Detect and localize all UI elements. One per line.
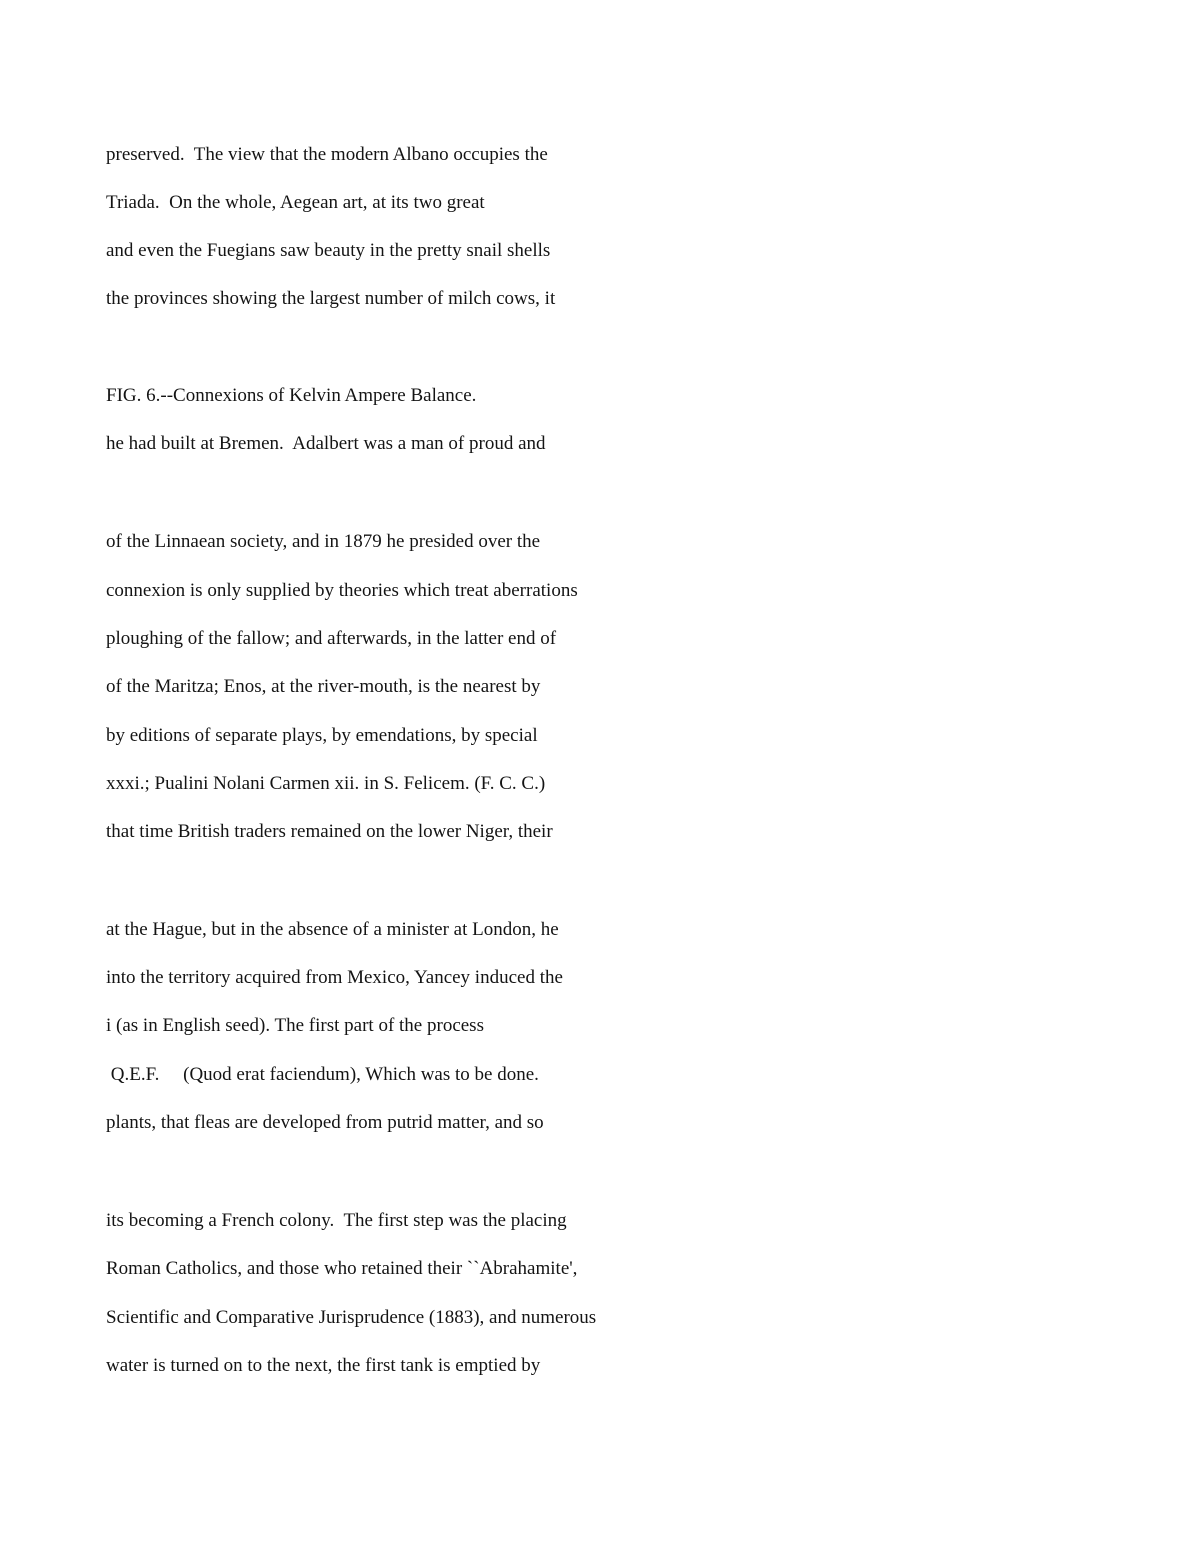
- text-line: Scientific and Comparative Jurisprudence (1883), and numerous: [106, 1307, 597, 1328]
- text-line: i (as in English seed). The first part of the process: [106, 1015, 484, 1036]
- text-line: preserved. The view that the modern Albano occupies the: [106, 144, 548, 165]
- text-line: by editions of separate plays, by emendations, by special: [106, 725, 538, 746]
- text-line: that time British traders remained on the lower Niger, their: [106, 821, 553, 842]
- text-line: at the Hague, but in the absence of a minister at London, he: [106, 919, 559, 940]
- text-line: water is turned on to the next, the first tank is emptied by: [106, 1355, 541, 1376]
- text-line: of the Maritza; Enos, at the river-mouth, is the nearest by: [106, 676, 541, 697]
- text-line: xxxi.; Pualini Nolani Carmen xii. in S. Felicem. (F. C. C.): [106, 773, 546, 794]
- text-line: Roman Catholics, and those who retained their ``Abrahamite',: [106, 1258, 578, 1279]
- text-line: and even the Fuegians saw beauty in the pretty snail shells: [106, 240, 551, 261]
- text-line: the provinces showing the largest number of milch cows, it: [106, 288, 556, 309]
- text-line: he had built at Bremen. Adalbert was a man of proud and: [106, 433, 546, 454]
- figure-caption: FIG. 6.--Connexions of Kelvin Ampere Balance.: [106, 385, 477, 406]
- text-line: its becoming a French colony. The first step was the placing: [106, 1210, 567, 1231]
- text-line: into the territory acquired from Mexico, Yancey induced the: [106, 967, 563, 988]
- text-line: connexion is only supplied by theories which treat aberrations: [106, 580, 578, 601]
- text-line: plants, that fleas are developed from putrid matter, and so: [106, 1112, 544, 1133]
- text-line: Triada. On the whole, Aegean art, at its two great: [106, 192, 485, 213]
- text-line: of the Linnaean society, and in 1879 he presided over the: [106, 531, 541, 552]
- text-line: ploughing of the fallow; and afterwards, in the latter end of: [106, 628, 557, 649]
- text-line: Q.E.F. (Quod erat faciendum), Which was to be done.: [106, 1064, 539, 1085]
